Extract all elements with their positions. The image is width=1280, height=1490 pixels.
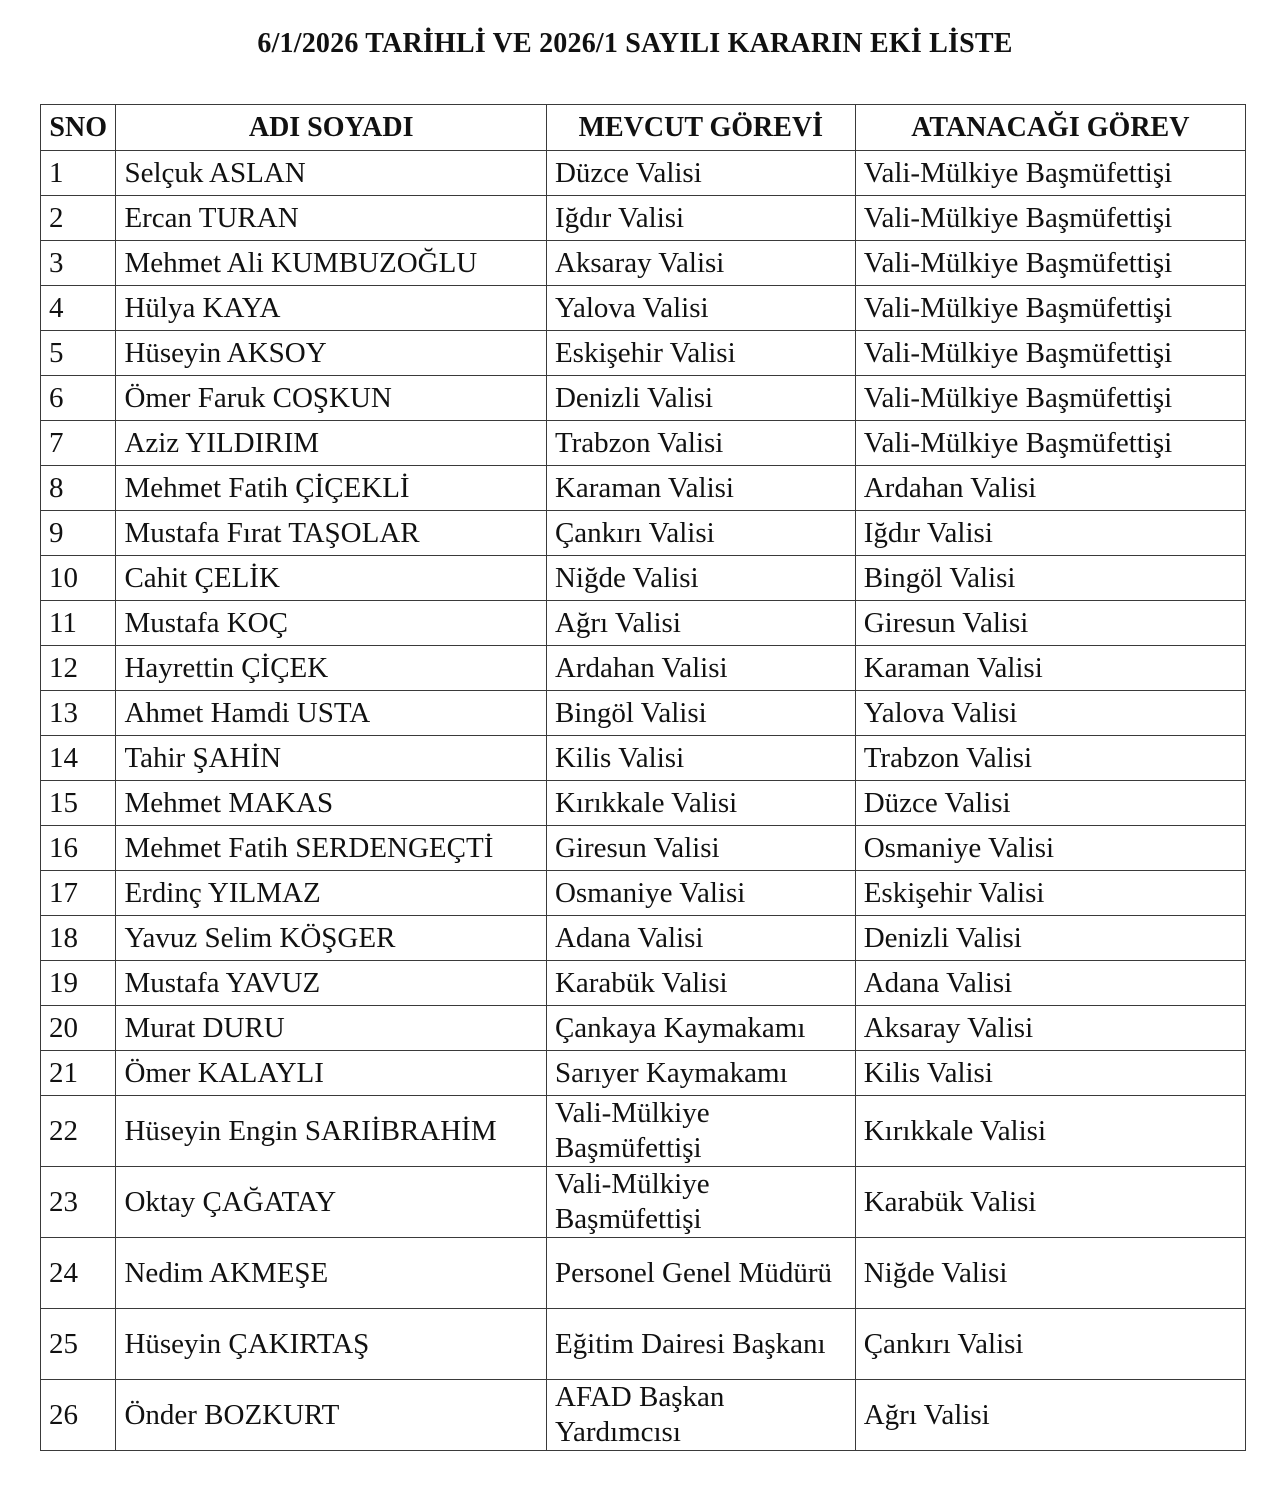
table-row (41, 286, 1246, 331)
table-row (41, 151, 1246, 196)
row-current-position-cell: Eğitim Dairesi Başkanı (546, 1309, 855, 1380)
row-sno-cell: 12 (41, 646, 116, 691)
row-sno-cell: 8 (41, 466, 116, 511)
row-assigned-position-cell: Giresun Valisi (855, 601, 1245, 646)
row-assigned-position-cell: Bingöl Valisi (855, 556, 1245, 601)
row-sno-cell: 21 (41, 1051, 116, 1096)
row-assigned-position-cell: Kilis Valisi (855, 1051, 1245, 1096)
row-name-cell: Mustafa KOÇ (116, 601, 547, 646)
table-row (41, 556, 1246, 601)
row-current-position-cell: Osmaniye Valisi (546, 871, 855, 916)
appointment-table (40, 104, 1246, 1451)
row-name-cell: Nedim AKMEŞE (116, 1238, 547, 1309)
header-sno: SNO (41, 105, 116, 151)
row-name-cell: Ercan TURAN (116, 196, 547, 241)
row-assigned-position-cell: Yalova Valisi (855, 691, 1245, 736)
row-sno-cell: 7 (41, 421, 116, 466)
row-name-cell: Hülya KAYA (116, 286, 547, 331)
table-row (41, 196, 1246, 241)
row-sno-cell: 24 (41, 1238, 116, 1309)
row-sno-cell: 2 (41, 196, 116, 241)
table-row (41, 961, 1246, 1006)
row-sno-cell: 15 (41, 781, 116, 826)
row-name-cell: Mustafa YAVUZ (116, 961, 547, 1006)
table-row (41, 241, 1246, 286)
row-assigned-position-cell: Vali-Mülkiye Başmüfettişi (855, 196, 1245, 241)
table-row (41, 736, 1246, 781)
row-name-cell: Aziz YILDIRIM (116, 421, 547, 466)
row-sno-cell: 13 (41, 691, 116, 736)
row-sno-cell: 20 (41, 1006, 116, 1051)
row-assigned-position-cell: Iğdır Valisi (855, 511, 1245, 556)
row-current-position-cell: Denizli Valisi (546, 376, 855, 421)
row-current-position-cell: Sarıyer Kaymakamı (546, 1051, 855, 1096)
row-sno-cell: 17 (41, 871, 116, 916)
header-name: ADI SOYADI (116, 105, 547, 151)
row-sno-cell: 10 (41, 556, 116, 601)
table-row (41, 376, 1246, 421)
row-name-cell: Selçuk ASLAN (116, 151, 547, 196)
table-row (41, 1051, 1246, 1096)
row-current-position-cell: Karabük Valisi (546, 961, 855, 1006)
row-assigned-position-cell: Vali-Mülkiye Başmüfettişi (855, 331, 1245, 376)
row-current-position-cell: Adana Valisi (546, 916, 855, 961)
header-assigned-position: ATANACAĞI GÖREV (855, 105, 1245, 151)
row-current-position-cell: Giresun Valisi (546, 826, 855, 871)
row-name-cell: Mustafa Fırat TAŞOLAR (116, 511, 547, 556)
row-sno-cell: 22 (41, 1096, 116, 1167)
table-row (41, 781, 1246, 826)
row-current-position-cell: Ardahan Valisi (546, 646, 855, 691)
row-current-position-cell: Ağrı Valisi (546, 601, 855, 646)
table-row (41, 826, 1246, 871)
row-sno-cell: 3 (41, 241, 116, 286)
row-name-cell: Önder BOZKURT (116, 1380, 547, 1451)
row-sno-cell: 4 (41, 286, 116, 331)
row-current-position-cell: Eskişehir Valisi (546, 331, 855, 376)
table-row (41, 1380, 1246, 1451)
table-row (41, 466, 1246, 511)
row-sno-cell: 9 (41, 511, 116, 556)
row-current-position-cell: Bingöl Valisi (546, 691, 855, 736)
row-name-cell: Erdinç YILMAZ (116, 871, 547, 916)
table-row (41, 331, 1246, 376)
row-current-position-cell: Iğdır Valisi (546, 196, 855, 241)
row-current-position-cell: Çankaya Kaymakamı (546, 1006, 855, 1051)
document-title: 6/1/2026 TARİHLİ VE 2026/1 SAYILI KARARIN EKİ LİSTE (257, 28, 1013, 59)
table-row (41, 1096, 1246, 1167)
table-body (41, 151, 1246, 1451)
appointment-list (40, 104, 1246, 1451)
row-sno-cell: 19 (41, 961, 116, 1006)
row-assigned-position-cell: Vali-Mülkiye Başmüfettişi (855, 421, 1245, 466)
row-current-position-cell: Personel Genel Müdürü (546, 1238, 855, 1309)
table-row (41, 646, 1246, 691)
row-sno-cell: 1 (41, 151, 116, 196)
row-current-position-cell: Yalova Valisi (546, 286, 855, 331)
row-assigned-position-cell: Çankırı Valisi (855, 1309, 1245, 1380)
row-assigned-position-cell: Niğde Valisi (855, 1238, 1245, 1309)
row-assigned-position-cell: Karaman Valisi (855, 646, 1245, 691)
row-current-position-cell: Düzce Valisi (546, 151, 855, 196)
row-sno-cell: 16 (41, 826, 116, 871)
row-sno-cell: 6 (41, 376, 116, 421)
row-sno-cell: 11 (41, 601, 116, 646)
table-row (41, 691, 1246, 736)
row-current-position-cell: Karaman Valisi (546, 466, 855, 511)
row-name-cell: Ahmet Hamdi USTA (116, 691, 547, 736)
table-row (41, 1238, 1246, 1309)
table-row (41, 1006, 1246, 1051)
row-assigned-position-cell: Adana Valisi (855, 961, 1245, 1006)
row-name-cell: Hayrettin ÇİÇEK (116, 646, 547, 691)
row-assigned-position-cell: Kırıkkale Valisi (855, 1096, 1245, 1167)
row-name-cell: Hüseyin ÇAKIRTAŞ (116, 1309, 547, 1380)
row-assigned-position-cell: Ardahan Valisi (855, 466, 1245, 511)
row-name-cell: Mehmet MAKAS (116, 781, 547, 826)
row-assigned-position-cell: Düzce Valisi (855, 781, 1245, 826)
row-assigned-position-cell: Vali-Mülkiye Başmüfettişi (855, 286, 1245, 331)
row-name-cell: Mehmet Fatih SERDENGEÇTİ (116, 826, 547, 871)
row-sno-cell: 5 (41, 331, 116, 376)
table-row (41, 601, 1246, 646)
row-name-cell: Ömer Faruk COŞKUN (116, 376, 547, 421)
row-assigned-position-cell: Eskişehir Valisi (855, 871, 1245, 916)
row-current-position-cell: Vali-Mülkiye Başmüfettişi (546, 1167, 855, 1238)
row-current-position-cell: AFAD Başkan Yardımcısı (546, 1380, 855, 1451)
row-sno-cell: 18 (41, 916, 116, 961)
row-assigned-position-cell: Ağrı Valisi (855, 1380, 1245, 1451)
row-sno-cell: 26 (41, 1380, 116, 1451)
row-assigned-position-cell: Aksaray Valisi (855, 1006, 1245, 1051)
row-current-position-cell: Kilis Valisi (546, 736, 855, 781)
table-row (41, 871, 1246, 916)
row-current-position-cell: Trabzon Valisi (546, 421, 855, 466)
header-current-position: MEVCUT GÖREVİ (546, 105, 855, 151)
row-name-cell: Cahit ÇELİK (116, 556, 547, 601)
row-current-position-cell: Aksaray Valisi (546, 241, 855, 286)
row-name-cell: Mehmet Fatih ÇİÇEKLİ (116, 466, 547, 511)
row-sno-cell: 25 (41, 1309, 116, 1380)
row-current-position-cell: Kırıkkale Valisi (546, 781, 855, 826)
row-assigned-position-cell: Vali-Mülkiye Başmüfettişi (855, 376, 1245, 421)
row-assigned-position-cell: Osmaniye Valisi (855, 826, 1245, 871)
row-current-position-cell: Niğde Valisi (546, 556, 855, 601)
row-name-cell: Tahir ŞAHİN (116, 736, 547, 781)
row-current-position-cell: Çankırı Valisi (546, 511, 855, 556)
table-row (41, 1167, 1246, 1238)
row-name-cell: Hüseyin Engin SARIİBRAHİM (116, 1096, 547, 1167)
row-assigned-position-cell: Denizli Valisi (855, 916, 1245, 961)
row-sno-cell: 14 (41, 736, 116, 781)
row-name-cell: Hüseyin AKSOY (116, 331, 547, 376)
row-name-cell: Murat DURU (116, 1006, 547, 1051)
row-current-position-cell: Vali-Mülkiye Başmüfettişi (546, 1096, 855, 1167)
row-assigned-position-cell: Trabzon Valisi (855, 736, 1245, 781)
row-sno-cell: 23 (41, 1167, 116, 1238)
table-row (41, 916, 1246, 961)
row-name-cell: Yavuz Selim KÖŞGER (116, 916, 547, 961)
row-name-cell: Mehmet Ali KUMBUZOĞLU (116, 241, 547, 286)
row-assigned-position-cell: Vali-Mülkiye Başmüfettişi (855, 241, 1245, 286)
table-row (41, 511, 1246, 556)
table-header-row (41, 105, 1246, 151)
table-row (41, 421, 1246, 466)
row-assigned-position-cell: Vali-Mülkiye Başmüfettişi (855, 151, 1245, 196)
table-row (41, 1309, 1246, 1380)
row-name-cell: Ömer KALAYLI (116, 1051, 547, 1096)
row-name-cell: Oktay ÇAĞATAY (116, 1167, 547, 1238)
row-assigned-position-cell: Karabük Valisi (855, 1167, 1245, 1238)
